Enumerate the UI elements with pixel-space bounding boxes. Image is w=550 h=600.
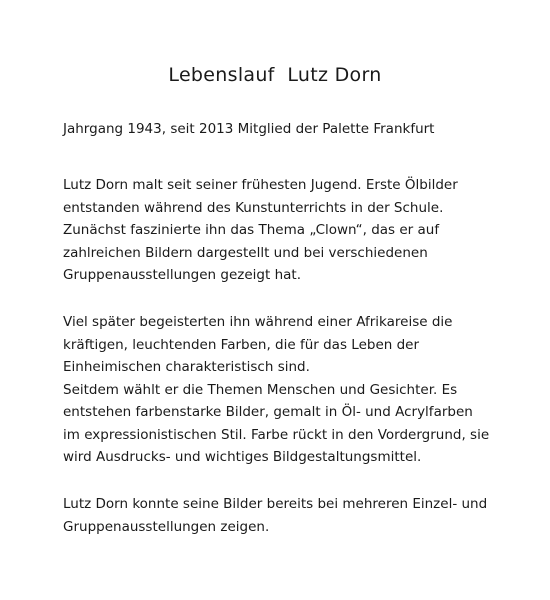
paragraph-line: Lutz Dorn konnte seine Bilder bereits bei mehreren Einzel- und xyxy=(63,496,488,512)
paragraph-line: Gruppenausstellungen zeigen. xyxy=(63,518,270,535)
paragraph-line: Gruppenausstellungen gezeigt hat. xyxy=(63,267,301,283)
paragraph-line: Zunächst faszinierte ihn das Thema „Clown“, das er auf xyxy=(63,222,440,238)
paragraph-line: Lutz Dorn malt seit seiner frühesten Jugend. Erste Ölbilder xyxy=(63,177,458,193)
paragraph-line: Seitdem wählt er die Themen Menschen und Gesichter. Es xyxy=(63,381,458,398)
paragraph-early-work xyxy=(63,174,523,287)
paragraph-line: wird Ausdrucks- und wichtiges Bildgestaltungsmittel. xyxy=(63,449,422,465)
paragraph-line: zahlreichen Bildern dargestellt und bei verschiedenen xyxy=(63,244,428,261)
page-subtitle: Jahrgang 1943, seit 2013 Mitglied der Palette Frankfurt xyxy=(63,121,435,137)
paragraph-line: im expressionistischen Stil. Farbe rückt in den Vordergrund, sie xyxy=(63,426,490,443)
paragraph-line: entstanden während des Kunstunterrichts in der Schule. xyxy=(63,199,444,216)
paragraph-line: Viel später begeisterten ihn während einer Afrikareise die xyxy=(63,314,453,330)
page-title: Lebenslauf Lutz Dorn xyxy=(168,64,382,86)
paragraph-exhibitions xyxy=(63,493,523,538)
paragraph-line: entstehen farbenstarke Bilder, gemalt in Öl- und Acrylfarben xyxy=(63,404,473,420)
paragraph-line: kräftigen, leuchtenden Farben, die für das Leben der xyxy=(63,336,420,353)
paragraph-later-work xyxy=(63,311,523,469)
paragraph-line: Einheimischen charakteristisch sind. xyxy=(63,359,310,375)
